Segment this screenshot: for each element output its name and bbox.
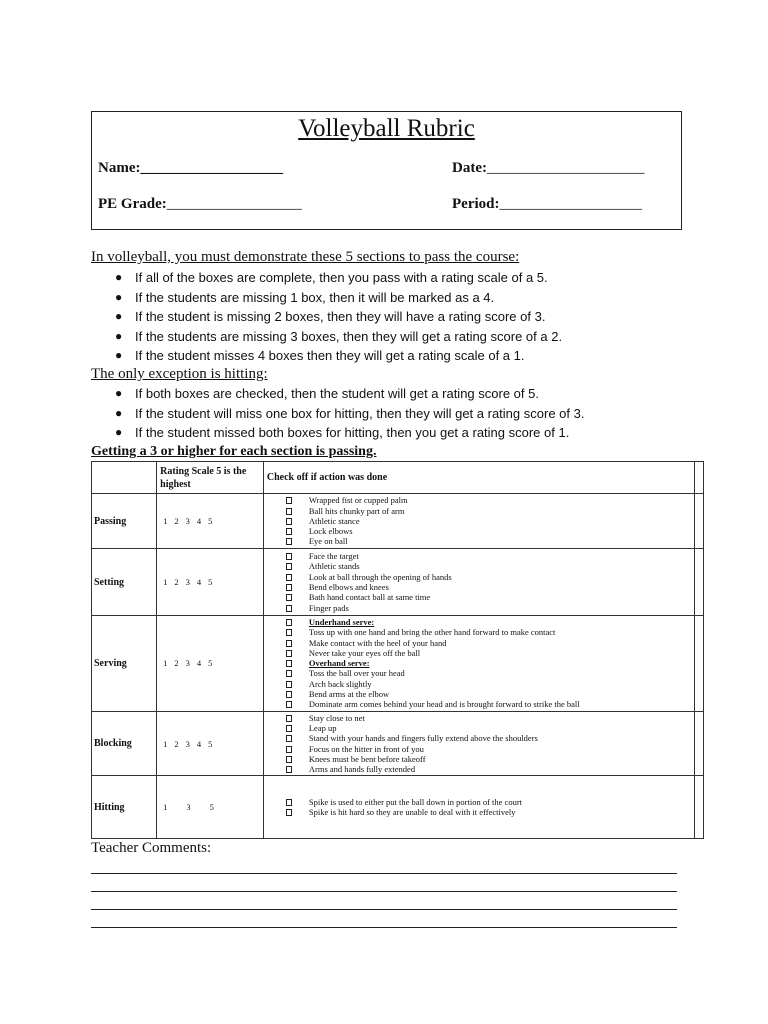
bullet-item xyxy=(112,268,562,288)
intro-text: In volleyball, you must demonstrate these 5 sections to pass the course: xyxy=(91,249,520,265)
check-item-text: Toss up with one hand and bring the other hand forward to make contact xyxy=(308,627,556,638)
checklist xyxy=(263,549,694,616)
grade-blank[interactable]: __________________ xyxy=(166,196,302,212)
checkbox-icon[interactable] xyxy=(286,640,292,647)
checkbox-icon[interactable] xyxy=(286,670,292,677)
check-item-text: Lock elbows xyxy=(308,526,353,537)
table-row xyxy=(92,616,704,712)
checkbox-icon[interactable] xyxy=(286,725,292,732)
comment-line[interactable] xyxy=(91,909,677,910)
bullet-text: If all of the boxes are complete, then you pass with a rating scale of a 5. xyxy=(135,270,548,285)
rating-option[interactable]: 4 xyxy=(196,738,202,749)
checkbox-icon[interactable] xyxy=(286,528,292,535)
checkbox-icon[interactable] xyxy=(286,538,292,545)
check-item-text: Arch back slightly xyxy=(308,678,372,689)
row-edge xyxy=(695,494,704,549)
bullet-text: If the student misses 4 boxes then they will get a rating scale of a 1. xyxy=(135,348,525,363)
checkbox-icon[interactable] xyxy=(286,691,292,698)
rating-option[interactable]: 3 xyxy=(185,658,190,669)
check-item-text: Look at ball through the opening of hands xyxy=(308,571,452,582)
checklist xyxy=(263,616,694,712)
bullet-item xyxy=(112,423,584,443)
period-field[interactable] xyxy=(452,196,642,213)
row-edge xyxy=(695,711,704,776)
checkbox-icon[interactable] xyxy=(286,594,292,601)
check-item-text: Face the target xyxy=(308,551,359,562)
check-item xyxy=(264,797,694,807)
rating-option[interactable]: 5 xyxy=(209,802,214,813)
checkbox-icon[interactable] xyxy=(286,766,292,773)
bullet-text: If the students are missing 3 boxes, then they will get a rating score of a 2. xyxy=(135,328,563,344)
check-item xyxy=(264,764,694,774)
page-title: Volleyball Rubric xyxy=(298,115,475,142)
rating-option[interactable]: 5 xyxy=(208,738,213,749)
period-blank[interactable]: ___________________ xyxy=(499,196,642,212)
check-item xyxy=(264,723,694,733)
comment-line[interactable] xyxy=(91,891,677,892)
check-item-text: Bath hand contact ball at same time xyxy=(308,592,431,603)
rating-option[interactable]: 2 xyxy=(174,658,179,669)
checkbox-icon[interactable] xyxy=(286,619,292,626)
check-item xyxy=(264,592,694,602)
hitting-rules-list xyxy=(112,384,584,443)
checklist xyxy=(263,494,694,549)
check-item xyxy=(264,699,694,709)
checkbox-icon[interactable] xyxy=(286,681,292,688)
check-item xyxy=(264,516,694,526)
checklist xyxy=(263,711,694,776)
bullet-icon: ● xyxy=(115,348,123,362)
bullet-icon: ● xyxy=(115,289,123,304)
header-scale: Rating Scale 5 is the highest xyxy=(157,462,264,494)
table-row xyxy=(92,776,704,839)
rating-option[interactable]: 1 xyxy=(163,516,168,526)
check-item xyxy=(264,495,694,505)
check-item-text: Focus on the hitter in front of you xyxy=(308,743,424,754)
rating-option[interactable]: 4 xyxy=(196,658,202,669)
row-edge xyxy=(695,549,704,616)
check-item-text: Underhand serve: xyxy=(308,617,375,627)
checkbox-icon[interactable] xyxy=(286,553,292,560)
bullet-item xyxy=(112,307,562,327)
rating-option[interactable]: 2 xyxy=(174,577,179,587)
row-category: Passing xyxy=(92,494,157,549)
rating-option[interactable]: 3 xyxy=(185,516,190,526)
rating-scale[interactable] xyxy=(157,711,264,776)
checkbox-icon[interactable] xyxy=(286,574,292,581)
check-item-text: Overhand serve: xyxy=(308,658,370,669)
check-item xyxy=(264,733,694,743)
name-blank[interactable]: ___________________ xyxy=(140,160,283,176)
check-item xyxy=(264,572,694,582)
rating-option[interactable]: 3 xyxy=(186,802,191,813)
checkbox-icon[interactable] xyxy=(286,650,292,657)
check-item-text: Arms and hands fully extended xyxy=(308,764,416,775)
checkbox-icon[interactable] xyxy=(286,605,292,612)
row-category: Hitting xyxy=(92,776,157,839)
row-category: Serving xyxy=(92,616,157,712)
rating-scale[interactable] xyxy=(157,494,264,549)
header-edge xyxy=(695,462,704,494)
check-item-text: Stand with your hands and fingers fully extend above the shoulders xyxy=(308,733,538,744)
bullet-text: If both boxes are checked, then the student will get a rating score of 5. xyxy=(135,386,539,401)
check-item xyxy=(264,526,694,536)
bullet-item xyxy=(112,346,562,366)
check-item xyxy=(264,617,694,627)
check-item-text: Stay close to net xyxy=(308,712,365,723)
check-item-text: Dominate arm comes behind your head and is brought forward to strike the ball xyxy=(308,699,580,710)
bullet-text: If the student missed both boxes for hitting, then you get a rating score of 1. xyxy=(135,425,570,440)
comment-line[interactable] xyxy=(91,927,677,928)
checkbox-icon[interactable] xyxy=(286,497,292,504)
bullet-icon: ● xyxy=(115,328,123,343)
check-item-text: Toss the ball over your head xyxy=(308,668,405,679)
table-row xyxy=(92,549,704,616)
check-item-text: Never take your eyes off the ball xyxy=(308,647,421,658)
header-category xyxy=(92,462,157,494)
header-check: Check off if action was done xyxy=(263,462,694,494)
rating-option[interactable]: 5 xyxy=(208,516,213,526)
date-blank[interactable]: _____________________ xyxy=(486,160,645,176)
check-item xyxy=(264,754,694,764)
checkbox-icon[interactable] xyxy=(286,746,292,753)
rating-option[interactable]: 2 xyxy=(174,516,179,526)
checkbox-icon[interactable] xyxy=(286,660,292,667)
name-field[interactable] xyxy=(98,160,283,177)
passing-note: Getting a 3 or higher for each section is passing. xyxy=(91,444,377,459)
checklist xyxy=(263,776,694,839)
check-item-text: Ball hits chunky part of arm xyxy=(308,505,405,516)
rating-option[interactable]: 5 xyxy=(208,577,213,587)
bullet-item xyxy=(112,404,584,424)
rating-option[interactable]: 4 xyxy=(196,577,202,587)
table-header-row xyxy=(92,462,704,494)
rating-option[interactable]: 5 xyxy=(208,658,213,669)
check-item xyxy=(264,668,694,678)
rating-option[interactable]: 3 xyxy=(185,738,190,749)
check-item xyxy=(264,807,694,817)
grade-field[interactable] xyxy=(98,196,302,213)
bullet-text: If the students are missing 1 box, then it will be marked as a 4. xyxy=(135,289,495,305)
period-label: Period: xyxy=(452,196,500,212)
rating-option[interactable]: 1 xyxy=(163,738,168,749)
check-item-text: Spike is used to either put the ball down in portion of the court xyxy=(308,797,523,808)
checkbox-icon[interactable] xyxy=(286,584,292,591)
check-item xyxy=(264,627,694,637)
check-item xyxy=(264,536,694,546)
check-item xyxy=(264,658,694,668)
checkbox-icon[interactable] xyxy=(286,809,292,816)
date-label: Date: xyxy=(452,160,487,176)
checkbox-icon[interactable] xyxy=(286,629,292,636)
rating-scale[interactable] xyxy=(157,776,264,839)
checkbox-icon[interactable] xyxy=(286,756,292,763)
rubric-table xyxy=(91,461,704,839)
row-edge xyxy=(695,616,704,712)
check-item xyxy=(264,582,694,592)
grade-label: PE Grade: xyxy=(98,196,167,212)
check-item xyxy=(264,603,694,613)
bullet-icon: ● xyxy=(115,405,123,420)
check-item xyxy=(264,561,694,571)
rating-scale[interactable] xyxy=(157,549,264,616)
row-category: Setting xyxy=(92,549,157,616)
check-item xyxy=(264,551,694,561)
comments-label: Teacher Comments: xyxy=(91,840,212,856)
rating-option[interactable]: 1 xyxy=(163,658,168,669)
row-category: Blocking xyxy=(92,711,157,776)
bullet-item xyxy=(112,288,562,308)
check-item xyxy=(264,679,694,689)
row-edge xyxy=(695,776,704,839)
table-row xyxy=(92,494,704,549)
checkbox-icon[interactable] xyxy=(286,735,292,742)
checkbox-icon[interactable] xyxy=(286,563,292,570)
name-label: Name: xyxy=(98,160,141,176)
checkbox-icon[interactable] xyxy=(286,508,292,515)
check-item xyxy=(264,744,694,754)
check-item-text: Eye on ball xyxy=(308,536,348,547)
check-item xyxy=(264,648,694,658)
check-item-text: Spike is hit hard so they are unable to deal with it effectively xyxy=(308,807,516,818)
checkbox-icon[interactable] xyxy=(286,518,292,525)
check-item-text: Bend arms at the elbow xyxy=(308,689,390,700)
comment-line[interactable] xyxy=(91,873,677,874)
check-item-text: Wrapped fist or cupped palm xyxy=(308,495,408,506)
checkbox-icon[interactable] xyxy=(286,715,292,722)
check-item xyxy=(264,689,694,699)
bullet-icon: ● xyxy=(115,270,123,284)
rating-option[interactable]: 1 xyxy=(163,802,168,813)
date-field[interactable] xyxy=(452,160,644,177)
rating-option[interactable]: 2 xyxy=(174,738,179,749)
bullet-text: If the student will miss one box for hitting, then they will get a rating score of 3. xyxy=(135,405,585,421)
check-item-text: Leap up xyxy=(308,722,337,733)
table-row xyxy=(92,711,704,776)
exception-text: The only exception is hitting: xyxy=(91,366,268,382)
header-box xyxy=(91,111,682,230)
check-item xyxy=(264,506,694,516)
checkbox-icon[interactable] xyxy=(286,701,292,708)
check-item xyxy=(264,713,694,723)
rating-scale[interactable] xyxy=(157,616,264,712)
check-item-text: Athletic stands xyxy=(308,561,360,572)
check-item-text: Finger pads xyxy=(308,602,349,613)
check-item-text: Make contact with the heel of your hand xyxy=(308,637,447,648)
bullet-icon: ● xyxy=(115,386,123,400)
bullet-icon: ● xyxy=(115,309,123,323)
bullet-text: If the student is missing 2 boxes, then they will have a rating score of 3. xyxy=(135,309,546,324)
rating-option[interactable]: 4 xyxy=(196,516,202,526)
bullet-item xyxy=(112,384,584,404)
checkbox-icon[interactable] xyxy=(286,799,292,806)
bullet-item xyxy=(112,327,562,347)
check-item xyxy=(264,638,694,648)
check-item-text: Bend elbows and knees xyxy=(308,582,389,592)
rating-option[interactable]: 1 xyxy=(163,577,168,587)
main-rules-list xyxy=(112,268,562,366)
check-item-text: Athletic stance xyxy=(308,515,360,526)
bullet-icon: ● xyxy=(115,425,123,439)
rating-option[interactable]: 3 xyxy=(185,577,190,587)
check-item-text: Knees must be bent before takeoff xyxy=(308,753,426,764)
rubric-body xyxy=(92,494,704,839)
